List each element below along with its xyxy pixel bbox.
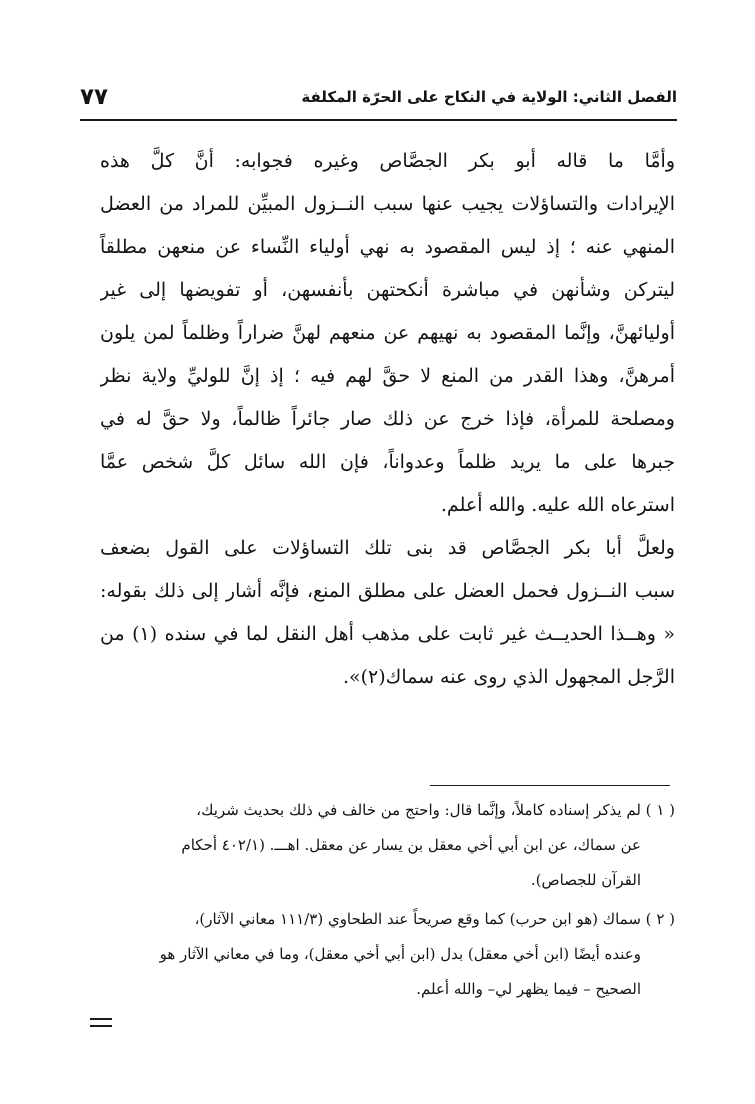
footnote-2-line: ( ٢ ) سماك (هو ابن حرب) كما وقع صريحاً عند الطحاوي (١١١/٣ معاني الآثار)، xyxy=(194,910,675,928)
main-text xyxy=(100,140,675,699)
text-line: المنهي عنه ؛ إذ ليس المقصود به نهي أولياء النِّساء عن منعهن مطلقاً xyxy=(100,236,675,258)
text-line: الإيرادات والتساؤلات يجيب عنها سبب النــزول المبيِّن للمراد من العضل xyxy=(100,193,675,215)
text-line: سبب النــزول فحمل العضل على مطلق المنع، فإنَّه أشار إلى ذلك بقوله: xyxy=(100,580,675,602)
chapter-title: الفصل الثاني: الولاية في النكاح على الحرّة المكلفة xyxy=(301,88,677,106)
text-line: « وهــذا الحديــث غير ثابت على مذهب أهل النقل لما في سنده (١) من xyxy=(100,623,675,645)
footnote-1-line: عن سماك، عن ابن أبي أخي معقل بن يسار عن معقل. اهـــ. (٤٠٢/١ أحكام xyxy=(181,836,641,854)
header-divider xyxy=(80,119,677,121)
text-line: أمرهنَّ، وهذا القدر من المنع لا حقَّ لهم فيه ؛ إذ إنَّ للوليِّ ولاية نظر xyxy=(100,365,675,387)
text-line: استرعاه الله عليه. والله أعلم. xyxy=(440,494,675,516)
footnote-1-line: ( ١ ) لم يذكر إسناده كاملاً، وإنَّما قال: واحتج من خالف في ذلك بحديث شريك، xyxy=(196,801,675,819)
footnotes xyxy=(100,793,675,1007)
footnote-2-line: وعنده أيضًا (ابن أخي معقل) بدل (ابن أبي أخي معقل)، وما في معاني الآثار هو xyxy=(159,945,641,963)
footnote-divider xyxy=(430,785,670,786)
page-number: ٧٧ xyxy=(80,84,109,110)
text-line: أوليائهنَّ، وإنَّما المقصود به نهيهم عن منعهم لهنَّ ضراراً وظلماً لمن يلون xyxy=(100,322,675,344)
footnote-2-line: الصحيح – فيما يظهر لي– والله أعلم. xyxy=(416,980,641,998)
text-line: جبرها على ما يريد ظلماً وعدواناً، فإن الله سائل كلَّ شخص عمَّا xyxy=(100,451,675,473)
end-mark xyxy=(90,1018,112,1027)
text-line: الرَّجل المجهول الذي روى عنه سماك(٢)». xyxy=(342,666,675,688)
text-line: ومصلحة للمرأة، فإذا خرج عن ذلك صار جائراً ظالماً، ولا حقَّ له في xyxy=(100,408,675,430)
text-line: ولعلَّ أبا بكر الجصَّاص قد بنى تلك التساؤلات على القول بضعف xyxy=(100,537,675,559)
text-line: ليتركن وشأنهن في مباشرة أنكحتهن بأنفسهن، أو تفويضها إلى غير xyxy=(100,279,675,301)
text-line: وأمَّا ما قاله أبو بكر الجصَّاص وغيره فجوابه: أنَّ كلَّ هذه xyxy=(100,150,675,172)
footnote-1-line: القرآن للجصاص). xyxy=(530,871,641,889)
running-header xyxy=(80,86,677,120)
